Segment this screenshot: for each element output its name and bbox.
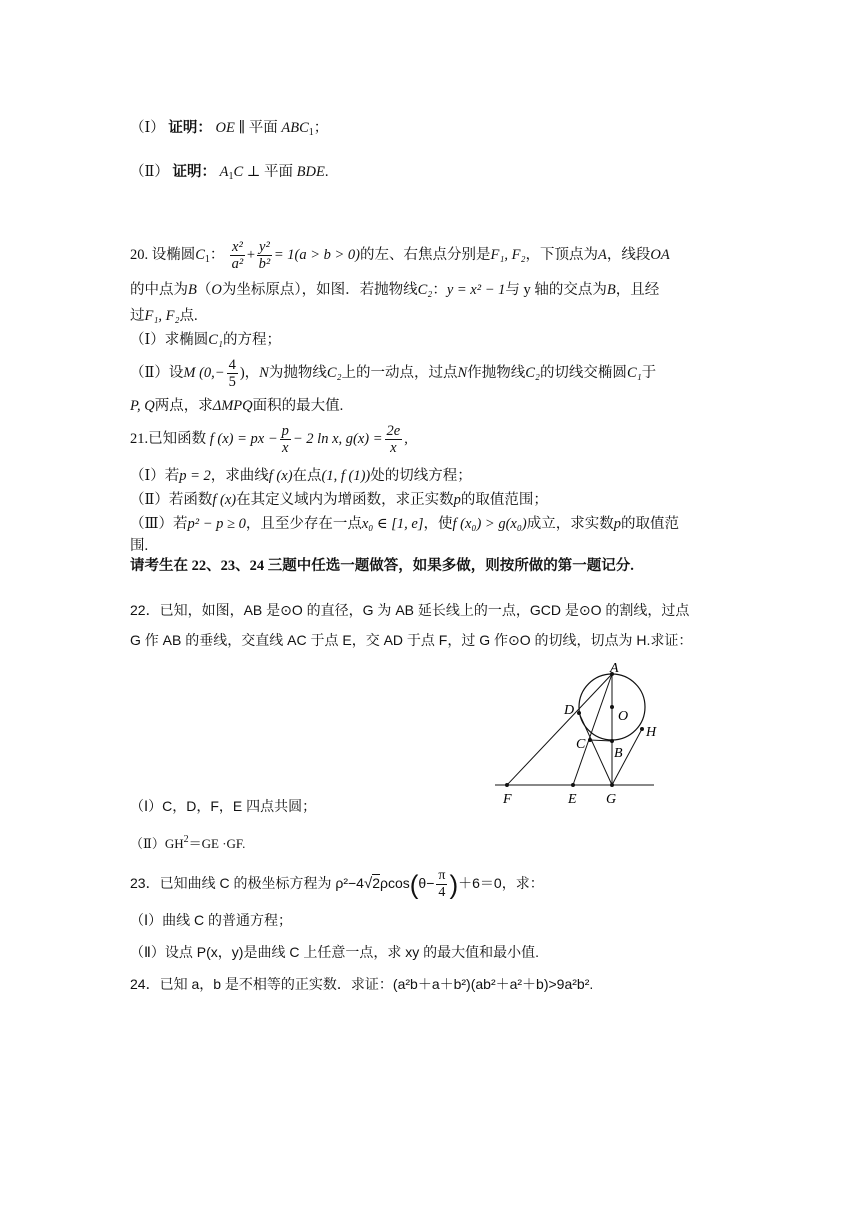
point-B <box>610 739 614 743</box>
label-D: D <box>564 703 575 718</box>
frac-pi-4: $\frac{\pi}{4}$ <box>438 867 446 900</box>
label-B: B <box>614 746 623 761</box>
label-C: C <box>576 737 586 752</box>
frac-x2-a2: $\frac{\text{x²}}{\text{a²}}$ <box>231 239 244 273</box>
q21-part1: （Ⅰ）若p = 2，求曲线f (x)在点(1, f (1))处的切线方程； <box>130 468 472 484</box>
q22-line2: G 作 AB 的垂线，交直线 AC 于点 E，交 AD 于点 F，过 G 作⊙O 的切线，切点为 H.求证： <box>130 632 693 648</box>
point-C <box>588 738 592 742</box>
q21-part3: （Ⅲ）若p² − p ≥ 0，且至少存在一点x₀ ∈ [1, e]，使f (x₀) > g(x₀)成立，求实数p的取值范 <box>130 516 679 532</box>
sqrt-2: √2 <box>363 875 380 892</box>
line-AE <box>573 674 612 785</box>
label-F: F <box>503 792 512 807</box>
q20-line2: 的中点为B（O为坐标原点），如图．若抛物线C₂：y = x² − 1与 y 轴的交点为B，且经 <box>130 282 660 298</box>
point-E <box>571 783 575 787</box>
frac-4-5: $\frac{4}{5}$ <box>228 357 236 391</box>
q21-part3-wrap: 围. <box>130 538 149 554</box>
frac-2e-x: $\frac{2e}{x}$ <box>386 423 401 457</box>
q20-part2-cont: P, Q两点，求ΔMPQ面积的最大值. <box>130 398 344 414</box>
label-G: G <box>606 792 617 807</box>
point-H <box>640 727 644 731</box>
line-AF <box>507 674 612 785</box>
q21-line1: 21.已知函数 f (x) = px − $\frac{p}{x}$ − 2 ln x, g(x) = $\frac{2e}{x}$ , <box>130 423 408 457</box>
geometry-figure <box>490 660 670 810</box>
instruction-notice: 请考生在 22、23、24 三题中任选一题做答，如果多做，则按所做的第一题记分. <box>130 558 634 574</box>
q23-part1: （Ⅰ）曲线 C 的普通方程； <box>130 912 293 928</box>
q22-line1: 22．已知，如图，AB 是⊙O 的直径，G 为 AB 延长线上的一点，GCD 是⊙O 的割线，过点 <box>130 602 690 618</box>
q20-part1: （Ⅰ）求椭圆C₁的方程； <box>130 332 281 348</box>
q20-part2: （Ⅱ）设M (0,− $\frac{4}{5}$ )，N为抛物线C₂上的一动点，过点N作抛物线C₂的切线交椭圆C₁于 <box>130 357 657 391</box>
q23-line1: 23．已知曲线 C 的极坐标方程为 ρ²−4√2ρcos(θ− $\frac{\pi}{4}$ )＋6＝0，求： <box>130 867 544 900</box>
label-H: H <box>646 725 657 740</box>
label-O: O <box>618 709 629 724</box>
point-O <box>610 705 614 709</box>
q22-part2: $(Ⅱ)GH^2=GE \cdot GF$. <box>130 834 246 851</box>
label-E: E <box>568 792 577 807</box>
frac-p-x: $\frac{p}{x}$ <box>281 423 289 457</box>
q20-line3: 过F₁, F₂点. <box>130 308 198 324</box>
q20-line1: 20. 设椭圆$C_1$： $\frac{\text{x²}}{\text{a²}}$ + $\frac{\text{y²}}{\text{b²}}$ = 1(a > b > 0)的左、右焦点分别是F₁, F₂，下顶点为A，线段OA <box>130 239 670 273</box>
q23-part2: （Ⅱ）设点 P(x，y)是曲线 C 上任意一点，求 xy 的最大值和最小值. <box>130 944 539 960</box>
frac-y2-b2: $\frac{\text{y²}}{\text{b²}}$ <box>258 239 271 273</box>
point-F <box>505 783 509 787</box>
point-G <box>610 783 614 787</box>
q24-line1: 24．已知 a，b 是不相等的正实数．求证：(a²b＋a＋b²)(ab²＋a²＋b)>9a²b². <box>130 976 594 992</box>
q22-part1: （Ⅰ）C，D，F，E 四点共圆； <box>130 798 317 814</box>
q19-part2: （Ⅱ） 证明： $A_1C$ ⊥ 平面 BDE. <box>130 164 329 182</box>
q19-part1: （Ⅰ） 证明： OE ∥ 平面 $ABC_1$； <box>130 120 329 138</box>
q21-part2: （Ⅱ）若函数f (x)在其定义域内为增函数，求正实数p的取值范围； <box>130 492 548 508</box>
label-A: A <box>610 661 619 676</box>
point-D <box>577 711 581 715</box>
